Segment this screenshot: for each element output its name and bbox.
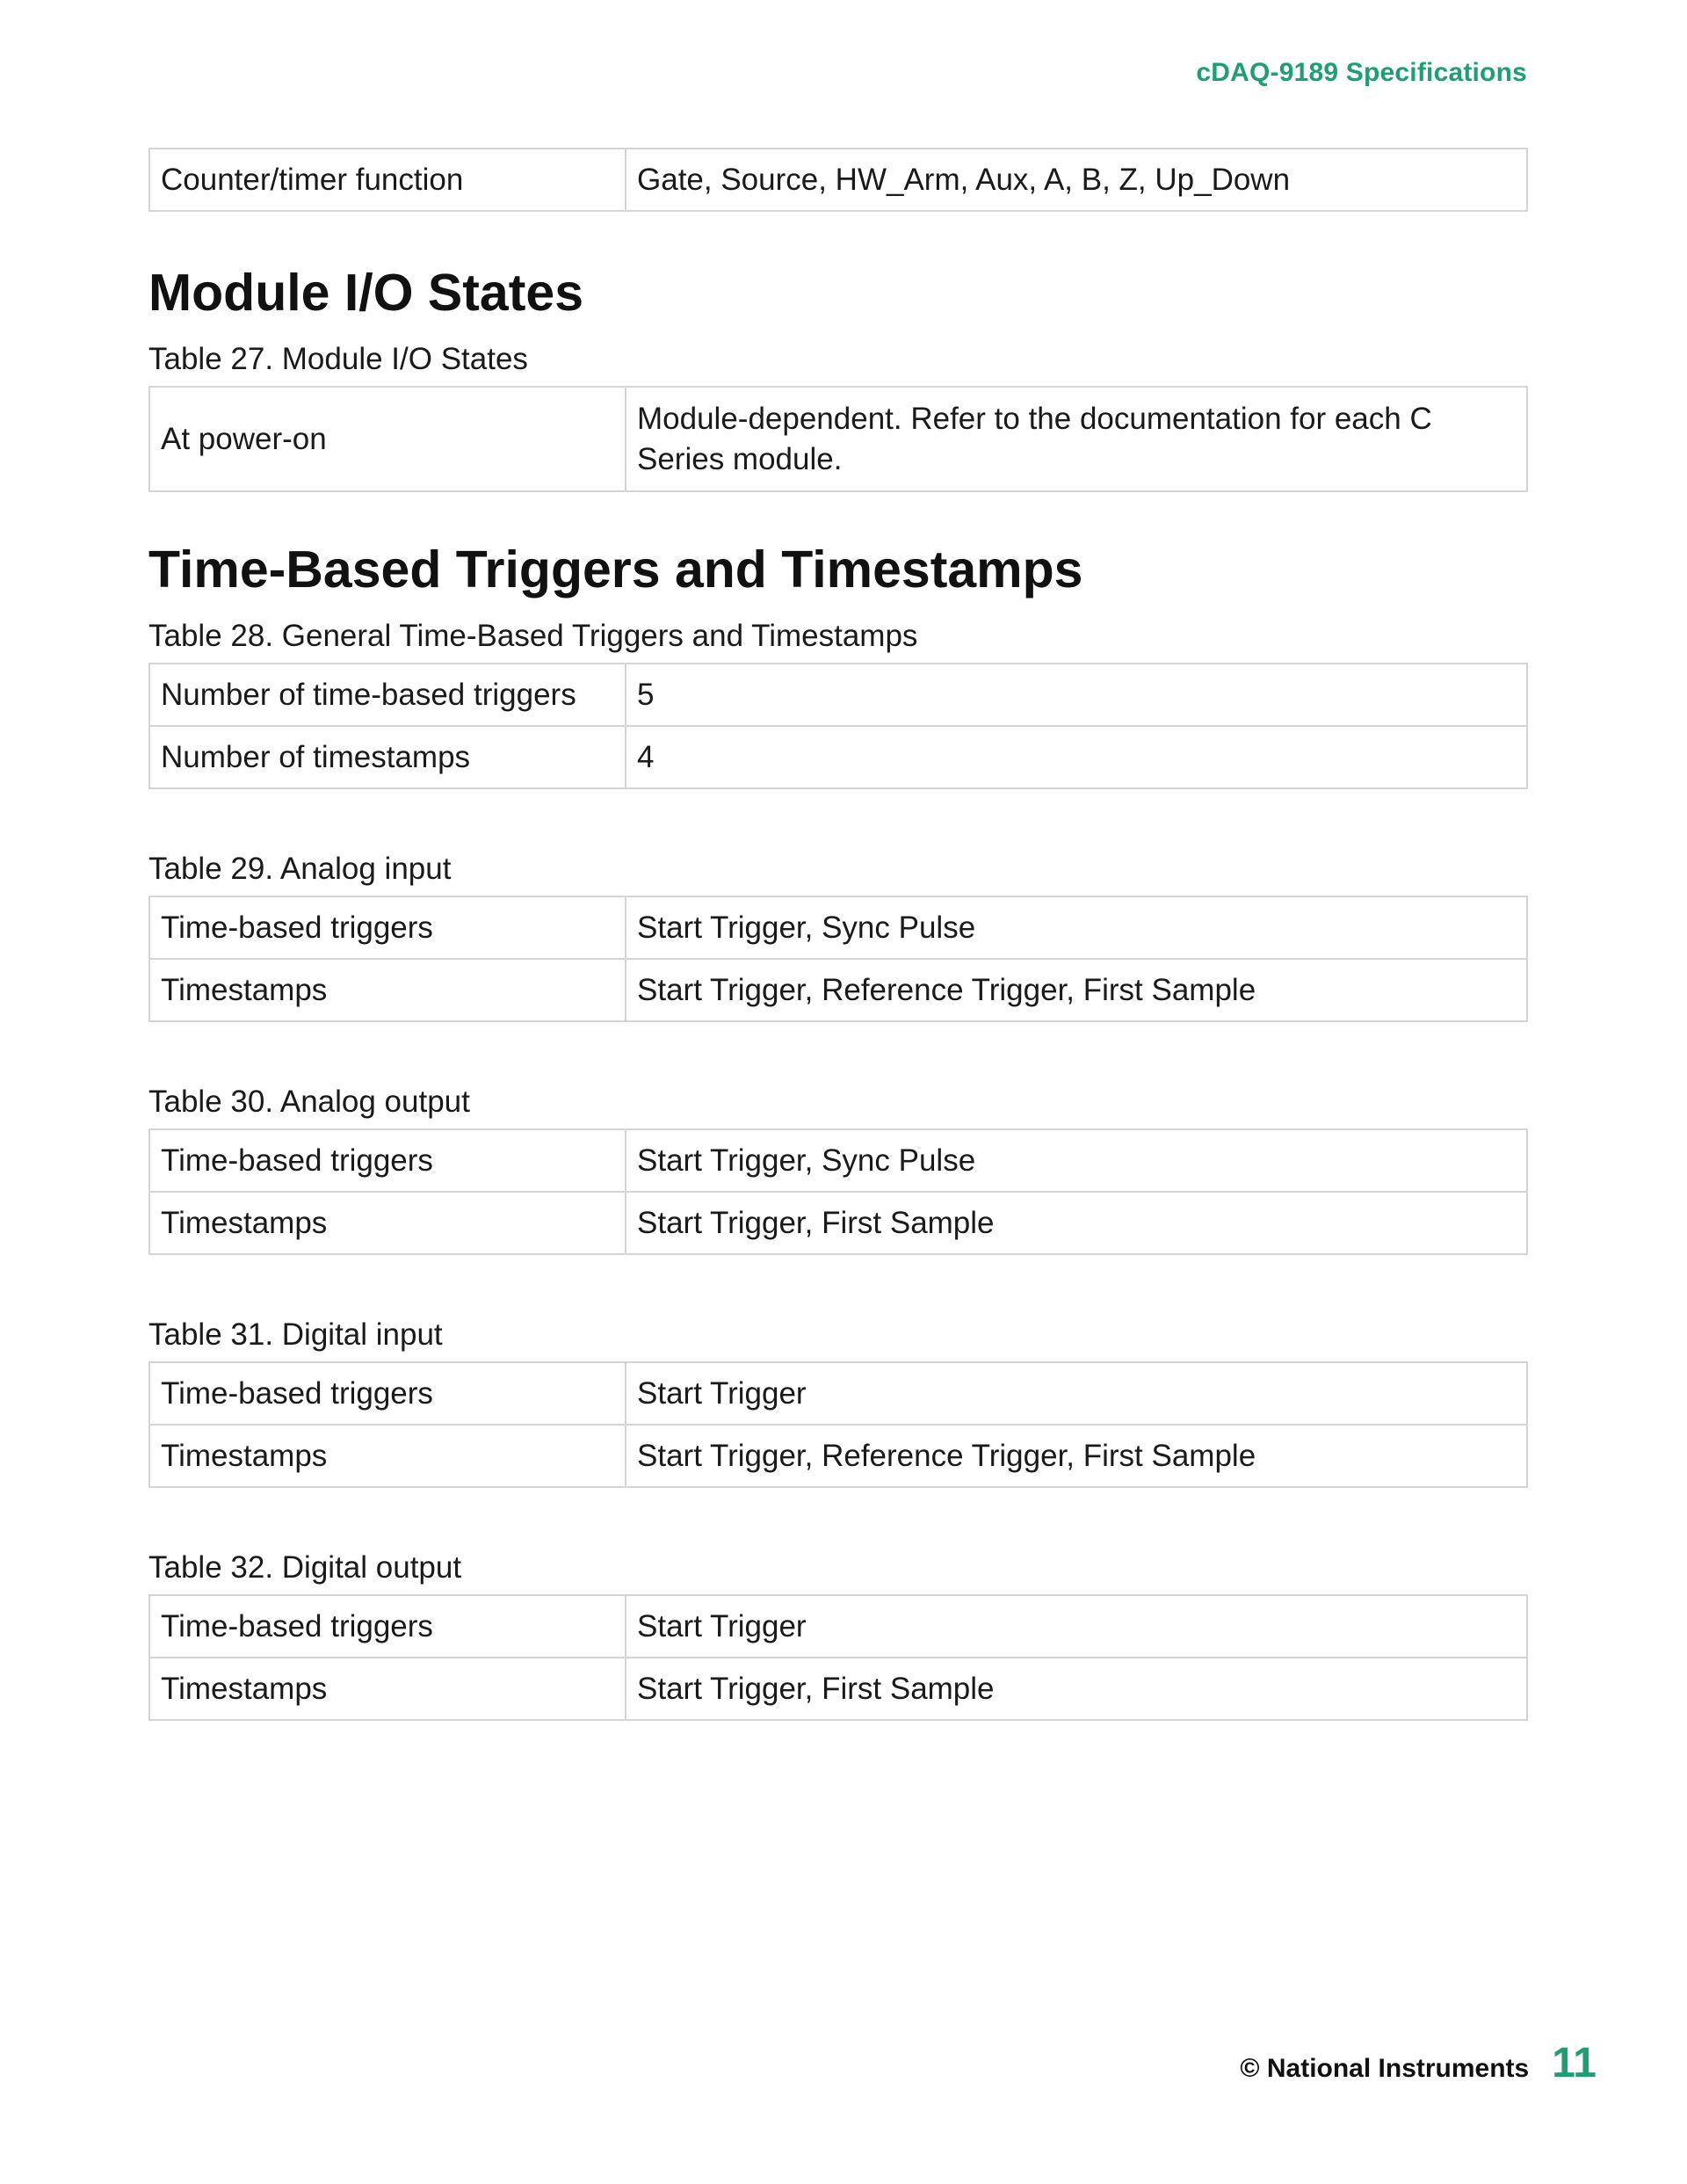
table-row: [149, 896, 1527, 959]
row-label: Time-based triggers: [149, 1362, 626, 1425]
table-caption-30: Table 30. Analog output: [148, 1085, 470, 1119]
row-label: Timestamps: [149, 959, 626, 1021]
row-label: At power-on: [149, 387, 626, 491]
row-value: Start Trigger, Reference Trigger, First Sample: [626, 1425, 1527, 1487]
table-row: [149, 387, 1527, 491]
page-header-title: cDAQ-9189 Specifications: [1196, 58, 1527, 87]
row-label: Time-based triggers: [149, 1595, 626, 1658]
row-value: Start Trigger, First Sample: [626, 1192, 1527, 1254]
module-io-states-table: [148, 386, 1528, 492]
page-content: [148, 148, 1528, 1721]
row-value: Module-dependent. Refer to the documentation for each C Series module.: [626, 387, 1527, 491]
page-number: 11: [1552, 2040, 1596, 2086]
table-row: [149, 1192, 1527, 1254]
table-caption-31: Table 31. Digital input: [148, 1317, 443, 1352]
table-row: [149, 959, 1527, 1021]
table-row: [149, 1129, 1527, 1192]
table-caption-32: Table 32. Digital output: [148, 1550, 462, 1585]
digital-input-table: [148, 1361, 1528, 1488]
row-label: Time-based triggers: [149, 896, 626, 959]
copyright-notice: © National Instruments: [1240, 2054, 1530, 2083]
row-value: Start Trigger, First Sample: [626, 1658, 1527, 1720]
row-value: 4: [626, 726, 1527, 788]
row-label: Timestamps: [149, 1658, 626, 1720]
row-value: Start Trigger, Reference Trigger, First Sample: [626, 959, 1527, 1021]
table-caption-27: Table 27. Module I/O States: [148, 342, 528, 376]
table-caption-28: Table 28. General Time-Based Triggers and Timestamps: [148, 619, 918, 653]
row-value: Start Trigger: [626, 1595, 1527, 1658]
table-row: [149, 1425, 1527, 1487]
row-value: Start Trigger, Sync Pulse: [626, 1129, 1527, 1192]
page-footer: [1240, 2039, 1596, 2087]
row-value: 5: [626, 664, 1527, 726]
row-label: Timestamps: [149, 1192, 626, 1254]
analog-input-table: [148, 896, 1528, 1022]
table-row: [149, 1658, 1527, 1720]
counter-timer-table: [148, 148, 1528, 212]
row-label: Timestamps: [149, 1425, 626, 1487]
table-row: [149, 664, 1527, 726]
row-value: Start Trigger: [626, 1362, 1527, 1425]
general-time-based-table: [148, 663, 1528, 789]
table-row: [149, 1595, 1527, 1658]
row-label: Number of time-based triggers: [149, 664, 626, 726]
table-row: [149, 149, 1527, 211]
analog-output-table: [148, 1128, 1528, 1255]
digital-output-table: [148, 1594, 1528, 1721]
row-label: Counter/timer function: [149, 149, 626, 211]
row-label: Time-based triggers: [149, 1129, 626, 1192]
row-value: Gate, Source, HW_Arm, Aux, A, B, Z, Up_Down: [626, 149, 1527, 211]
row-label: Number of timestamps: [149, 726, 626, 788]
table-row: [149, 1362, 1527, 1425]
table-caption-29: Table 29. Analog input: [148, 852, 452, 886]
section-heading-time-based: Time-Based Triggers and Timestamps: [148, 541, 1083, 599]
section-heading-module-io: Module I/O States: [148, 264, 584, 322]
row-value: Start Trigger, Sync Pulse: [626, 896, 1527, 959]
table-row: [149, 726, 1527, 788]
